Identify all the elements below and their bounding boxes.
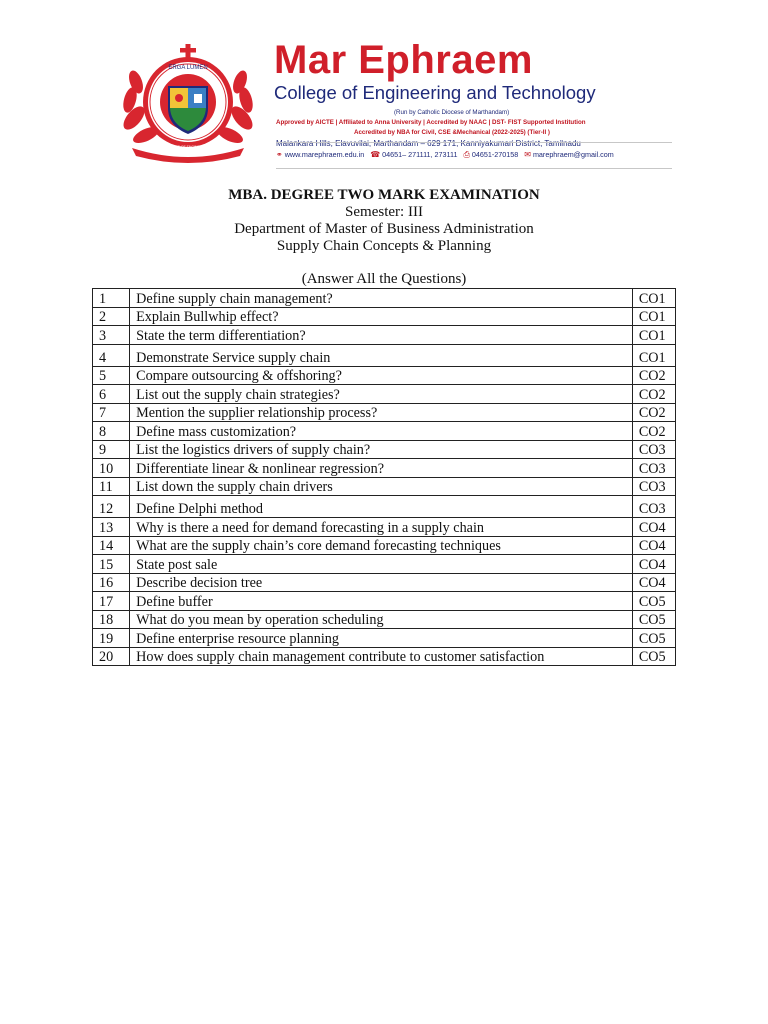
run-by-line: (Run by Catholic Diocese of Marthandam) (394, 109, 510, 116)
course-outcome: CO3 (632, 496, 675, 518)
question-text: Why is there a need for demand forecasting in a supply chain (130, 518, 633, 537)
question-row (93, 326, 676, 345)
question-number: 6 (93, 385, 130, 404)
question-row (93, 307, 676, 326)
question-text: Demonstrate Service supply chain (130, 344, 633, 366)
question-row (93, 647, 676, 666)
course-outcome: CO4 (632, 536, 675, 555)
course-outcome: CO4 (632, 518, 675, 537)
question-row (93, 536, 676, 555)
question-text: Explain Bullwhip effect? (130, 307, 633, 326)
exam-title: MBA. DEGREE TWO MARK EXAMINATION (228, 187, 540, 203)
question-number: 17 (93, 592, 130, 611)
letterhead (104, 36, 676, 172)
email-link[interactable]: marephraem@gmail.com (532, 150, 614, 159)
question-number: 18 (93, 610, 130, 629)
question-text: Differentiate linear & nonlinear regression? (130, 459, 633, 478)
phone-numbers: 04651– 271111, 273111 (382, 150, 458, 159)
question-number: 19 (93, 629, 130, 648)
question-row (93, 344, 676, 366)
course-outcome: CO4 (632, 555, 675, 574)
course-outcome: CO3 (632, 477, 675, 496)
question-text: Describe decision tree (130, 573, 633, 592)
college-seal-logo (112, 40, 264, 164)
question-row (93, 592, 676, 611)
question-number: 13 (93, 518, 130, 537)
question-row (93, 289, 676, 308)
question-text: Define Delphi method (130, 496, 633, 518)
course-outcome: CO1 (632, 326, 675, 345)
questions-table (92, 288, 676, 666)
question-row (93, 555, 676, 574)
question-number: 12 (93, 496, 130, 518)
semester: Semester: III (345, 204, 423, 220)
nba-accreditation-line: Accredited by NBA for Civil, CSE &Mechanical (2022-2025) (Tier-II ) (354, 129, 550, 136)
fax-icon: ⎙ (463, 150, 470, 159)
question-row (93, 366, 676, 385)
question-text: List the logistics drivers of supply chain? (130, 440, 633, 459)
question-row (93, 573, 676, 592)
question-number: 15 (93, 555, 130, 574)
question-text: State the term differentiation? (130, 326, 633, 345)
question-text: Define mass customization? (130, 422, 633, 441)
question-row (93, 477, 676, 496)
letterhead-divider-top (276, 142, 672, 143)
question-number: 1 (93, 289, 130, 308)
questions-table-body (93, 289, 676, 666)
question-text: List down the supply chain drivers (130, 477, 633, 496)
question-text: Define buffer (130, 592, 633, 611)
course-outcome: CO2 (632, 422, 675, 441)
course-outcome: CO2 (632, 403, 675, 422)
globe-icon: ⚭ (276, 150, 283, 159)
question-number: 5 (93, 366, 130, 385)
course-outcome: CO4 (632, 573, 675, 592)
question-text: What are the supply chain’s core demand forecasting techniques (130, 536, 633, 555)
question-row (93, 610, 676, 629)
course-outcome: CO3 (632, 440, 675, 459)
question-row (93, 496, 676, 518)
question-number: 3 (93, 326, 130, 345)
question-row (93, 422, 676, 441)
course-outcome: CO2 (632, 385, 675, 404)
course-outcome: CO2 (632, 366, 675, 385)
course-outcome: CO1 (632, 307, 675, 326)
course-outcome: CO5 (632, 647, 675, 666)
question-text: Define enterprise resource planning (130, 629, 633, 648)
question-text: Mention the supplier relationship process? (130, 403, 633, 422)
course-outcome: CO5 (632, 592, 675, 611)
question-row (93, 518, 676, 537)
course-outcome: CO1 (632, 344, 675, 366)
phone-icon: ☎ (370, 150, 381, 159)
question-row (93, 403, 676, 422)
mail-icon: ✉ (524, 150, 531, 159)
contact-line (274, 149, 674, 160)
question-number: 2 (93, 307, 130, 326)
letterhead-divider-bottom (276, 168, 672, 169)
department: Department of Master of Business Administration (234, 221, 534, 237)
question-text: List out the supply chain strategies? (130, 385, 633, 404)
question-text: How does supply chain management contribute to customer satisfaction (130, 647, 633, 666)
question-text: State post sale (130, 555, 633, 574)
question-number: 10 (93, 459, 130, 478)
question-row (93, 440, 676, 459)
fax-number: 04651-270158 (471, 150, 519, 159)
question-text: Define supply chain management? (130, 289, 633, 308)
question-row (93, 385, 676, 404)
question-text: Compare outsourcing & offshoring? (130, 366, 633, 385)
question-number: 7 (93, 403, 130, 422)
question-number: 8 (93, 422, 130, 441)
question-number: 9 (93, 440, 130, 459)
course-outcome: CO3 (632, 459, 675, 478)
question-number: 20 (93, 647, 130, 666)
course-outcome: CO5 (632, 610, 675, 629)
subject-title: Supply Chain Concepts & Planning (276, 238, 492, 254)
website-link[interactable]: www.marephraem.edu.in (284, 150, 365, 159)
seal-ring-text: MAR EPHRAEM COLLEGE OF ENGINEERING & TECHNOLOGY (137, 145, 239, 149)
approval-line: Approved by AICTE | Affiliated to Anna University | Accredited by NAAC | DST- FIST Supported Institution (276, 119, 586, 126)
college-subtitle: College of Engineering and Technology (274, 82, 596, 103)
question-number: 16 (93, 573, 130, 592)
course-outcome: CO1 (632, 289, 675, 308)
question-row (93, 459, 676, 478)
question-number: 14 (93, 536, 130, 555)
question-number: 4 (93, 344, 130, 366)
question-row (93, 629, 676, 648)
question-text: What do you mean by operation scheduling (130, 610, 633, 629)
instructions: (Answer All the Questions) (301, 271, 467, 287)
question-number: 11 (93, 477, 130, 496)
course-outcome: CO5 (632, 629, 675, 648)
college-name: Mar Ephraem (274, 38, 533, 82)
seal-motto: ERGA LUMEN (168, 65, 208, 71)
address-line: Malankara Hills, Elavuvilai, Marthandam – 629 171, Kanniyakumari District, Tamilnadu (276, 139, 581, 148)
